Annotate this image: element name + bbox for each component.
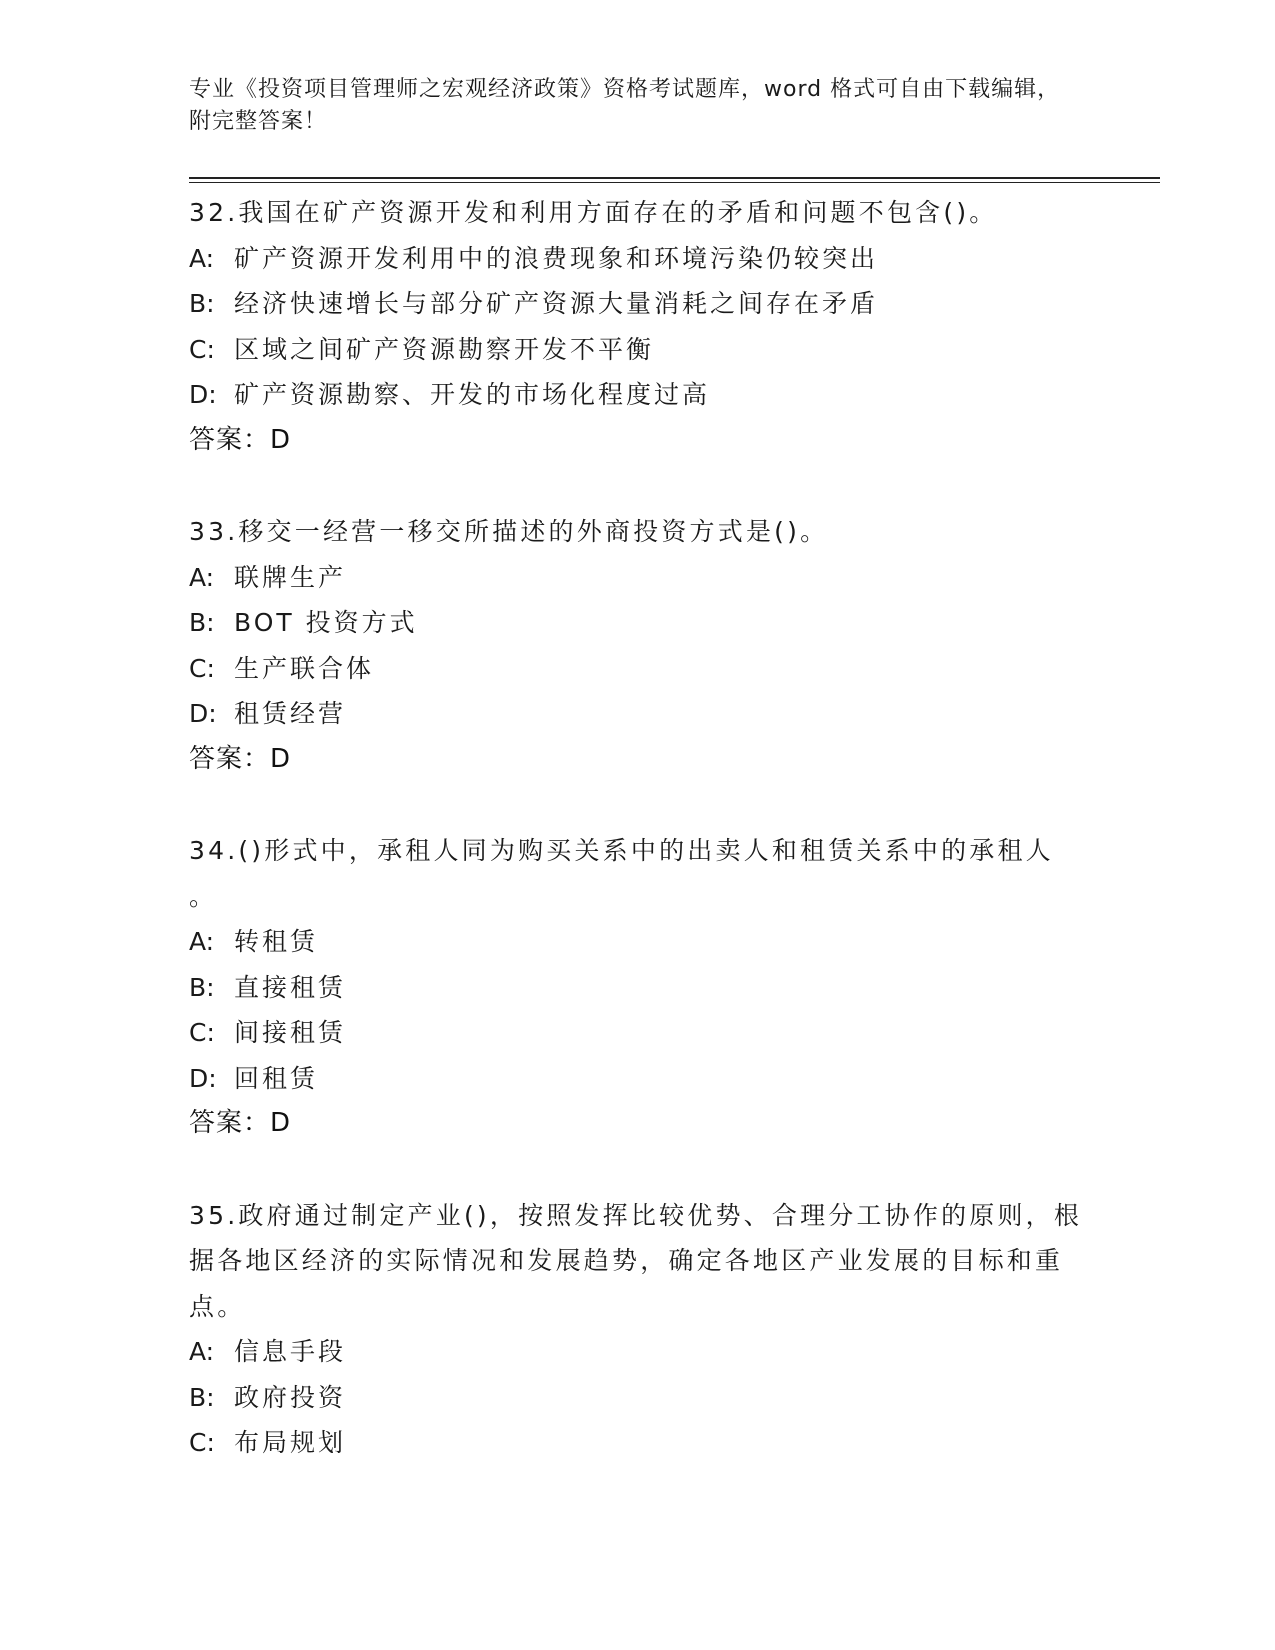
option-text: 回租赁 [234,1063,319,1093]
question-stem: 35.政府通过制定产业()，按照发挥比较优势、合理分工协作的原则，根据各地区经济的实际情况和发展趋势，确定各地区产业发展的目标和重点。 [189,1200,1083,1321]
option-d [189,1056,1089,1102]
option-c [189,1420,1089,1466]
answer-line: 答案：D [189,743,292,774]
option-b [189,965,1089,1011]
option-letter: B: [189,608,215,637]
option-letter: C: [189,334,215,364]
option-letter: B: [189,1382,215,1412]
option-text: 经济快速增长与部分矿产资源大量消耗之间存在矛盾 [234,289,879,318]
option-a [189,555,1089,601]
document-header: 专业《投资项目管理师之宏观经济政策》资格考试题库，word 格式可自由下载编辑，附完整答案！ [189,77,1061,134]
option-letter: B: [189,972,215,1002]
option-text: 租赁经营 [234,699,347,728]
option-text: 生产联合体 [234,653,375,683]
option-c [189,327,1089,373]
option-text: 矿产资源开发利用中的浪费现象和环境污染仍较突出 [234,243,879,273]
option-text: 矿产资源勘察、开发的市场化程度过高 [234,380,711,409]
option-letter: C: [189,653,215,683]
option-text: 直接租赁 [234,972,347,1002]
option-a [189,919,1089,965]
option-letter: A: [189,243,215,273]
option-b [189,600,1089,646]
answer-line: 答案：D [189,424,292,455]
question-stem: 34.()形式中，承租人同为购买关系中的出卖人和租赁关系中的承租人 。 [189,836,1054,911]
header-divider-thick [189,177,1160,179]
option-c [189,1010,1089,1056]
question-stem: 32.我国在矿产资源开发和利用方面存在的矛盾和问题不包含()。 [189,198,998,227]
option-d [189,691,1089,737]
option-text: 区域之间矿产资源勘察开发不平衡 [234,334,655,364]
question-34 [189,828,1089,1147]
option-text: 布局规划 [234,1428,347,1457]
option-letter: A: [189,1337,215,1366]
option-letter: A: [189,562,215,592]
option-text: 信息手段 [234,1337,347,1366]
option-letter: A: [189,927,215,956]
option-letter: B: [189,289,215,318]
option-b [189,281,1089,327]
option-a [189,236,1089,282]
option-letter: C: [189,1018,215,1047]
option-text: 间接租赁 [234,1018,347,1047]
option-text: 政府投资 [234,1382,347,1412]
question-stem: 33.移交一经营一移交所描述的外商投资方式是()。 [189,517,829,546]
option-b [189,1375,1089,1421]
option-d [189,372,1089,418]
header-divider-thin [189,182,1160,183]
option-letter: D: [189,699,217,728]
option-letter: D: [189,1063,217,1093]
option-letter: D: [189,380,217,409]
option-text: 联牌生产 [234,562,347,592]
question-33 [189,509,1089,782]
option-text: BOT 投资方式 [234,608,418,637]
question-list [189,190,1089,1466]
option-a [189,1329,1089,1375]
question-35 [189,1193,1089,1466]
option-c [189,646,1089,692]
option-text: 转租赁 [234,927,319,956]
answer-line: 答案：D [189,1108,292,1138]
option-letter: C: [189,1428,215,1457]
question-32 [189,190,1089,463]
